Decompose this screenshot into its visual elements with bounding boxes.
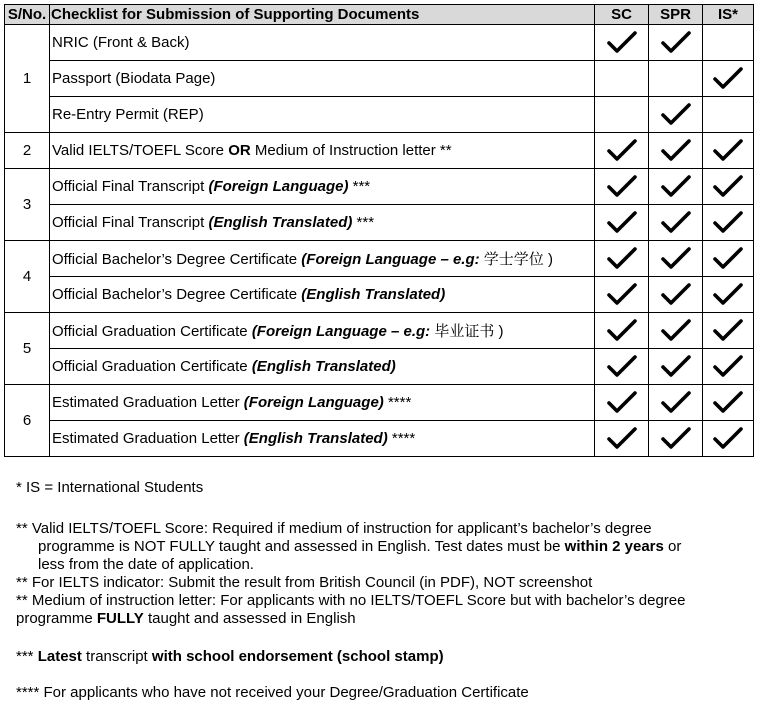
note-text: programme is NOT FULLY taught and assessed in English. Test dates must be (38, 538, 565, 555)
cell-spr (649, 241, 703, 277)
document-name-emphasis: (Foreign Language – e.g: (301, 251, 480, 268)
cell-sc (595, 385, 649, 421)
note-bold-text: FULLY (96, 610, 144, 627)
note-bold-text: Latest (37, 648, 82, 665)
note-transcript (16, 648, 746, 666)
cell-spr (649, 25, 703, 61)
document-name (50, 205, 595, 241)
document-name-suffix: *** (352, 214, 375, 231)
cell-spr (649, 61, 703, 97)
checkmark-icon (713, 211, 743, 235)
table-row (5, 385, 754, 421)
cell-sc (595, 61, 649, 97)
document-name-text: Estimated Graduation Letter (52, 430, 244, 447)
checkmark-icon (607, 355, 637, 379)
header-sc: SC (595, 5, 649, 25)
table-row (5, 25, 754, 61)
checkmark-icon (607, 247, 637, 271)
table-row (5, 241, 754, 277)
document-name-text: Official Graduation Certificate (52, 323, 252, 340)
checkmark-icon (607, 283, 637, 307)
table-row (5, 61, 754, 97)
note-ielts-indicator: ** For IELTS indicator: Submit the result from British Council (in PDF), NOT screenshot (16, 574, 593, 591)
checkmark-icon (713, 319, 743, 343)
document-name-emphasis: OR (228, 142, 251, 159)
cell-spr (649, 313, 703, 349)
cell-sc (595, 277, 649, 313)
document-name-suffix: 毕业证书 ) (430, 323, 504, 340)
checkmark-icon (661, 319, 691, 343)
cell-sc (595, 205, 649, 241)
checkmark-icon (713, 247, 743, 271)
document-name-emphasis: (English Translated) (243, 430, 388, 447)
document-name-text: Estimated Graduation Letter (52, 394, 244, 411)
cell-is (703, 349, 754, 385)
document-name: Re-Entry Permit (REP) (50, 97, 595, 133)
note-medium-line2 (16, 610, 746, 628)
cell-spr (649, 205, 703, 241)
checkmark-icon (607, 391, 637, 415)
note-ielts-line3: less from the date of application. (38, 556, 254, 573)
row-number: 3 (5, 169, 50, 241)
cell-is (703, 61, 754, 97)
checkmark-icon (713, 283, 743, 307)
note-ielts-line2 (16, 538, 746, 556)
checkmark-icon (713, 355, 743, 379)
document-name-text: Official Bachelor’s Degree Certificate (52, 286, 302, 303)
table-row (5, 133, 754, 169)
cell-sc (595, 97, 649, 133)
note-text: *** (16, 648, 38, 665)
checkmark-icon (713, 67, 743, 91)
cell-is (703, 133, 754, 169)
cell-spr (649, 133, 703, 169)
document-name: NRIC (Front & Back) (50, 25, 595, 61)
document-name-emphasis: (Foreign Language – e.g: (251, 323, 431, 340)
cell-sc (595, 25, 649, 61)
footnotes (16, 479, 746, 702)
cell-spr (649, 385, 703, 421)
checkmark-icon (661, 211, 691, 235)
note-text: transcript (81, 648, 152, 665)
document-name-text: Official Graduation Certificate (52, 358, 252, 375)
cell-sc (595, 169, 649, 205)
checkmark-icon (607, 175, 637, 199)
checkmark-icon (661, 427, 691, 451)
document-name-emphasis: (English Translated) (251, 358, 396, 375)
document-name (50, 385, 595, 421)
row-number: 5 (5, 313, 50, 385)
header-is: IS* (703, 5, 754, 25)
header-document: Checklist for Submission of Supporting Documents (50, 5, 595, 25)
cell-sc (595, 421, 649, 457)
table-row (5, 313, 754, 349)
row-number: 2 (5, 133, 50, 169)
cell-sc (595, 313, 649, 349)
document-name (50, 421, 595, 457)
document-name (50, 349, 595, 385)
document-name-emphasis: (Foreign Language) (243, 394, 384, 411)
note-text: programme (16, 610, 97, 627)
cell-is (703, 169, 754, 205)
checkmark-icon (661, 355, 691, 379)
document-name (50, 133, 595, 169)
document-name-emphasis: (English Translated) (301, 286, 446, 303)
document-name-text: Valid IELTS/TOEFL Score (52, 142, 229, 159)
row-number: 4 (5, 241, 50, 313)
document-name-text: Official Final Transcript (52, 178, 209, 195)
table-row (5, 421, 754, 457)
document-name (50, 277, 595, 313)
cell-is (703, 25, 754, 61)
table-header-row (5, 5, 754, 25)
document-name-suffix: **** (387, 430, 416, 447)
note-ielts-line1: ** Valid IELTS/TOEFL Score: Required if medium of instruction for applicant’s bachelor’s degree (16, 520, 652, 537)
checkmark-icon (661, 391, 691, 415)
checkmark-icon (661, 175, 691, 199)
checkmark-icon (607, 319, 637, 343)
cell-spr (649, 349, 703, 385)
checkmark-icon (713, 139, 743, 163)
cell-spr (649, 421, 703, 457)
note-bold-text: with school endorsement (school stamp) (151, 648, 444, 665)
cell-is (703, 97, 754, 133)
document-name: Passport (Biodata Page) (50, 61, 595, 97)
document-name-emphasis: (Foreign Language) (208, 178, 349, 195)
cell-is (703, 277, 754, 313)
checkmark-icon (661, 283, 691, 307)
row-number: 1 (5, 25, 50, 133)
checkmark-icon (661, 103, 691, 127)
checkmark-icon (661, 139, 691, 163)
cell-sc (595, 241, 649, 277)
document-name-suffix: *** (348, 178, 371, 195)
note-text: taught and assessed in English (143, 610, 356, 627)
document-name (50, 313, 595, 349)
table-body (5, 25, 754, 457)
note-is-definition: * IS = International Students (16, 479, 204, 496)
note-estimated-letter: **** For applicants who have not received your Degree/Graduation Certificate (16, 684, 529, 701)
checkmark-icon (607, 427, 637, 451)
table-row (5, 169, 754, 205)
note-medium-line1: ** Medium of instruction letter: For applicants with no IELTS/TOEFL Score but with bachelor’s degree (16, 592, 686, 609)
cell-is (703, 313, 754, 349)
cell-sc (595, 133, 649, 169)
table-row (5, 97, 754, 133)
document-name-text: Official Bachelor’s Degree Certificate (52, 251, 302, 268)
cell-spr (649, 97, 703, 133)
header-sno: S/No. (5, 5, 50, 25)
checkmark-icon (713, 175, 743, 199)
table-row (5, 277, 754, 313)
cell-is (703, 421, 754, 457)
checkmark-icon (661, 247, 691, 271)
table-row (5, 349, 754, 385)
cell-spr (649, 277, 703, 313)
submission-checklist-table (4, 4, 754, 457)
document-name-text: Official Final Transcript (52, 214, 209, 231)
document-name-emphasis: (English Translated) (208, 214, 353, 231)
document-name-suffix: **** (383, 394, 412, 411)
document-name-suffix: 学士学位 ) (479, 251, 553, 268)
cell-spr (649, 169, 703, 205)
document-name (50, 169, 595, 205)
cell-is (703, 241, 754, 277)
checkmark-icon (607, 139, 637, 163)
table-row (5, 205, 754, 241)
checkmark-icon (607, 211, 637, 235)
note-bold-text: within 2 years (564, 538, 664, 555)
checkmark-icon (713, 391, 743, 415)
checkmark-icon (607, 31, 637, 55)
checkmark-icon (713, 427, 743, 451)
document-name (50, 241, 595, 277)
note-text: or (663, 538, 682, 555)
row-number: 6 (5, 385, 50, 457)
header-spr: SPR (649, 5, 703, 25)
checkmark-icon (661, 31, 691, 55)
document-name-suffix: Medium of Instruction letter ** (250, 142, 452, 159)
cell-is (703, 205, 754, 241)
cell-sc (595, 349, 649, 385)
cell-is (703, 385, 754, 421)
